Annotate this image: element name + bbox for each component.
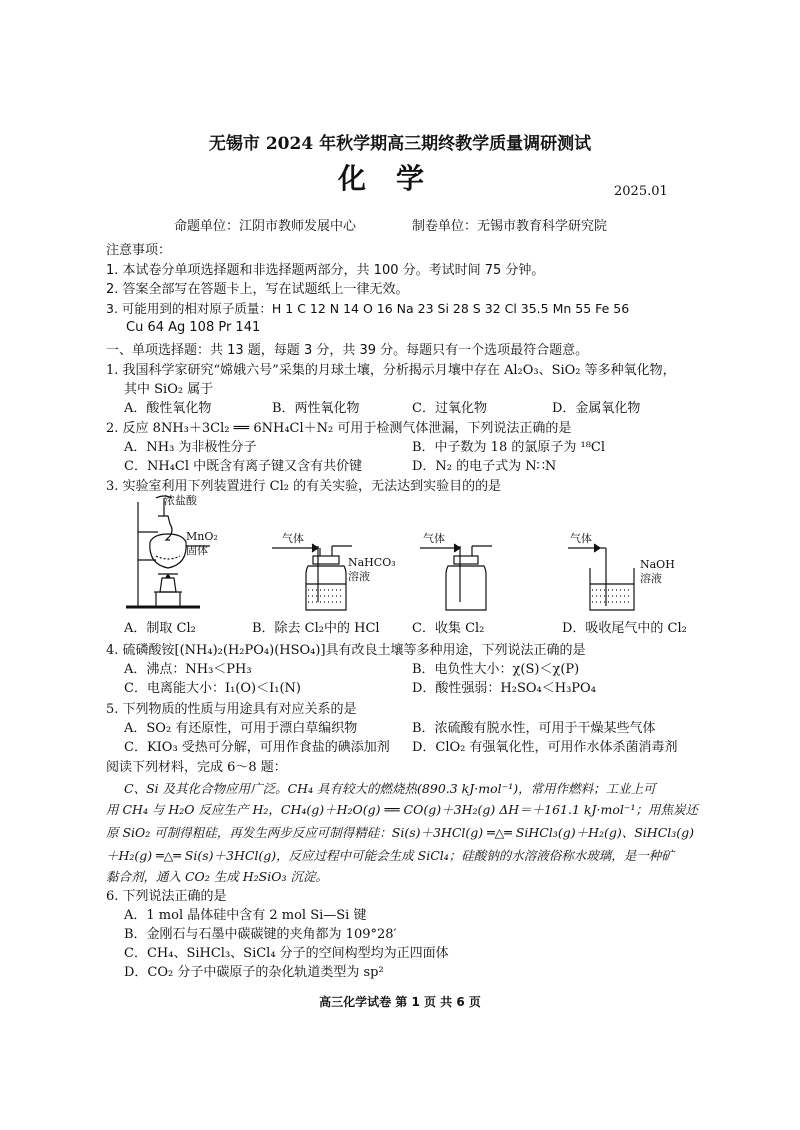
q6-option-c: C．CH₄、SiHCl₃、SiCl₄ 分子的空间构型均为正四面体 bbox=[124, 946, 449, 961]
q4-option-d: D．酸性强弱：H₂SO₄＜H₃PO₄ bbox=[412, 681, 596, 696]
notice-item: 1. 本试卷分单项选择题和非选择题两部分，共 100 分。考试时间 75 分钟。 bbox=[106, 263, 545, 278]
label-solution-d: 溶液 bbox=[640, 572, 662, 585]
author-unit: 命题单位：江阴市教师发展中心 bbox=[174, 219, 357, 234]
notice-item: 2. 答案全部写在答题卡上，写在试题纸上一律无效。 bbox=[106, 282, 409, 297]
q3-option-b: B．除去 Cl₂中的 HCl bbox=[252, 621, 380, 636]
page-footer: 高三化学试卷 第 1 页 共 6 页 bbox=[319, 995, 481, 1009]
reading-intro: 阅读下列材料，完成 6～8 题： bbox=[106, 760, 287, 775]
q5-stem: 5. 下列物质的性质与用途具有对应关系的是 bbox=[106, 702, 357, 717]
q4-option-c: C．电离能大小：I₁(O)＜I₁(N) bbox=[124, 681, 301, 696]
reading-line: 用 CH₄ 与 H₂O 反应生产 H₂，CH₄(g)＋H₂O(g) ══ CO(g)＋3H₂(g) ΔH＝＋161.1 kJ·mol⁻¹；用焦炭还 bbox=[106, 802, 698, 817]
q2-option-c: C．NH₄Cl 中既含有离子键又含有共价键 bbox=[124, 459, 363, 474]
q3-stem: 3. 实验室利用下列装置进行 Cl₂ 的有关实验，无法达到实验目的的是 bbox=[106, 479, 502, 494]
q1-option-b: B．两性氧化物 bbox=[272, 401, 360, 416]
q1-stem: 1. 我国科学家研究“嫦娥六号”采集的月球土壤，分析揭示月壤中存在 Al₂O₃、SiO₂ 等多种氧化物， bbox=[106, 363, 676, 378]
q2-option-a: A．NH₃ 为非极性分子 bbox=[124, 440, 257, 455]
label-mno2: MnO₂ bbox=[186, 530, 218, 543]
q2-option-b: B．中子数为 18 的氯原子为 ¹⁸Cl bbox=[412, 440, 606, 455]
exam-title: 无锡市 2024 年秋学期高三期终教学质量调研测试 bbox=[208, 134, 592, 154]
q4-option-b: B．电负性大小：χ(S)＜χ(P) bbox=[412, 662, 580, 677]
q1-option-c: C．过氧化物 bbox=[412, 401, 487, 416]
q5-option-d: D．ClO₂ 有强氧化性，可用作水体杀菌消毒剂 bbox=[412, 740, 678, 755]
q6-option-d: D．CO₂ 分子中碳原子的杂化轨道类型为 sp² bbox=[124, 965, 384, 980]
apparatus-c-collect-bottle bbox=[420, 544, 492, 610]
q3-option-a: A．制取 Cl₂ bbox=[124, 621, 196, 636]
exam-date: 2025.01 bbox=[614, 184, 668, 199]
q5-option-b: B．浓硫酸有脱水性，可用于干燥某些气体 bbox=[412, 721, 656, 736]
reading-line: 黏合剂，通入 CO₂ 生成 H₂SiO₃ 沉淀。 bbox=[106, 869, 328, 884]
subject-title: 化学 bbox=[338, 162, 455, 195]
q4-option-a: A．沸点：NH₃＜PH₃ bbox=[124, 662, 252, 677]
q3-option-c: C．收集 Cl₂ bbox=[412, 621, 485, 636]
notice-heading: 注意事项： bbox=[106, 243, 172, 258]
q1-option-a: A．酸性氧化物 bbox=[124, 401, 212, 416]
section-heading: 一、单项选择题：共 13 题，每题 3 分，共 39 分。每题只有一个选项最符合题意。 bbox=[106, 343, 589, 358]
label-gas-d: 气体 bbox=[570, 532, 592, 545]
notice-item: 3. 可能用到的相对原子质量：H 1 C 12 N 14 O 16 Na 23 Si 28 S 32 Cl 35.5 Mn 55 Fe 56 bbox=[106, 301, 630, 316]
q4-stem: 4. 硫磷酸铵[(NH₄)₂(H₂PO₄)(HSO₄)]具有改良土壤等多种用途，下列说法正确的是 bbox=[106, 643, 586, 658]
apparatus-d-beaker bbox=[568, 544, 634, 610]
label-nahco3: NaHCO₃ bbox=[348, 556, 396, 569]
q1-option-d: D．金属氧化物 bbox=[552, 401, 641, 416]
q6-option-b: B．金刚石与石墨中碳碳键的夹角都为 109°28′ bbox=[124, 927, 397, 942]
q5-option-c: C．KIO₃ 受热可分解，可用作食盐的碘添加剂 bbox=[124, 740, 390, 755]
q6-stem: 6. 下列说法正确的是 bbox=[106, 889, 227, 904]
label-conc-hcl: 浓盐酸 bbox=[164, 494, 197, 507]
label-solid: 固体 bbox=[186, 544, 208, 557]
q6-option-a: A．1 mol 晶体硅中含有 2 mol Si—Si 键 bbox=[124, 908, 367, 923]
q1-stem: 其中 SiO₂ 属于 bbox=[124, 382, 214, 397]
q2-option-d: D．N₂ 的电子式为 N∷N bbox=[412, 459, 557, 474]
print-unit: 制卷单位：无锡市教育科学研究院 bbox=[412, 219, 608, 234]
reading-line: ＋H₂(g) ═△═ Si(s)＋3HCl(g)，反应过程中可能会生成 SiCl₄；硅酸钠的水溶液俗称水玻璃，是一种矿 bbox=[106, 848, 674, 863]
label-solution-b: 溶液 bbox=[348, 570, 370, 583]
label-naoh: NaOH bbox=[640, 558, 675, 571]
label-gas-b: 气体 bbox=[282, 532, 304, 545]
apparatus-b-wash-bottle bbox=[272, 544, 352, 610]
q5-option-a: A．SO₂ 有还原性，可用于漂白草编织物 bbox=[124, 721, 358, 736]
reading-line: C、Si 及其化合物应用广泛。CH₄ 具有较大的燃烧热(890.3 kJ·mol⁻¹)，常用作燃料；工业上可 bbox=[124, 781, 656, 796]
label-gas-c: 气体 bbox=[423, 532, 445, 545]
q3-option-d: D．吸收尾气中的 Cl₂ bbox=[562, 621, 687, 636]
notice-item: Cu 64 Ag 108 Pr 141 bbox=[126, 320, 261, 335]
q2-stem: 2. 反应 8NH₃＋3Cl₂ ══ 6NH₄Cl＋N₂ 可用于检测气体泄漏，下列说法正确的是 bbox=[106, 421, 572, 436]
reading-line: 原 SiO₂ 可制得粗硅，再发生两步反应可制得精硅：Si(s)＋3HCl(g) ═△═ SiHCl₃(g)＋H₂(g)、SiHCl₃(g) bbox=[106, 825, 695, 840]
q3-apparatus-diagram bbox=[120, 494, 710, 616]
